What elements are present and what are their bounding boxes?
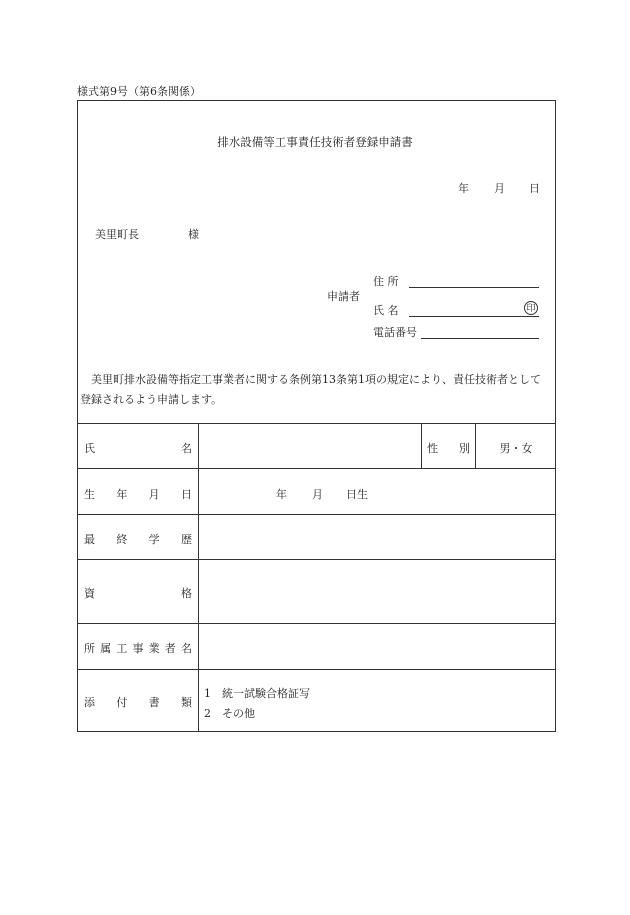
label-char: 最 <box>84 533 95 546</box>
seal-mark: 印 <box>524 301 538 315</box>
name-input-cell[interactable] <box>203 424 420 467</box>
row-label-name <box>84 440 192 456</box>
label-char: 格 <box>181 587 192 600</box>
label-char: 付 <box>116 696 128 709</box>
addressee-name: 美里町長 <box>95 228 139 241</box>
form-number: 様式第9号（第6条関係） <box>77 85 201 98</box>
qualification-input-cell[interactable] <box>203 560 553 622</box>
address-field[interactable] <box>409 287 539 288</box>
label-char: 終 <box>116 533 128 546</box>
table-line <box>77 669 556 670</box>
label-char: 添 <box>84 696 95 709</box>
label-char: 業 <box>148 642 160 655</box>
application-statement-text: 美里町排水設備等指定工事業者に関する条例第13条第1項の規定により、責任技術者として登録されるよう申請します。 <box>80 373 541 406</box>
label-char: 歴 <box>180 533 192 546</box>
label-char: 別 <box>459 442 470 455</box>
table-column-divider <box>198 423 199 732</box>
row-label-company <box>84 640 192 656</box>
applicant-heading: 申請者 <box>327 290 360 303</box>
label-char: 名 <box>181 442 192 455</box>
attachment-item: 2 その他 <box>204 707 255 720</box>
label-char: 所 <box>84 642 95 655</box>
birth-year: 年 <box>276 488 287 501</box>
label-char: 者 <box>164 642 176 655</box>
gender-value[interactable]: 男・女 <box>499 442 533 455</box>
company-input-cell[interactable] <box>203 624 553 667</box>
label-char: 資 <box>84 587 95 600</box>
attachment-item: 1 統一試験合格証写 <box>204 687 310 700</box>
label-char: 工 <box>116 642 128 655</box>
label-char: 日 <box>180 488 192 501</box>
label-char: 事 <box>132 642 144 655</box>
application-statement <box>80 370 550 410</box>
label-char: 生 <box>84 488 95 501</box>
row-label-qualification <box>84 585 192 601</box>
addressee-honorific: 様 <box>188 228 199 241</box>
education-input-cell[interactable] <box>203 515 553 558</box>
label-char: 学 <box>148 533 160 546</box>
table-line <box>77 468 556 469</box>
name-field[interactable] <box>409 316 539 317</box>
phone-label: 電話番号 <box>373 326 417 339</box>
address-label: 住 所 <box>373 275 399 288</box>
birth-day: 日生 <box>346 488 368 501</box>
label-char: 月 <box>148 488 160 501</box>
label-char: 性 <box>427 442 438 455</box>
row-label-education <box>84 531 192 547</box>
phone-field[interactable] <box>421 338 539 339</box>
label-char: 氏 <box>84 442 95 455</box>
row-label-gender <box>427 440 470 456</box>
label-char: 属 <box>100 642 112 655</box>
form-title: 排水設備等工事責任技術者登録申請書 <box>217 135 413 149</box>
label-char: 書 <box>148 696 160 709</box>
row-label-birthdate <box>84 486 192 502</box>
label-char: 年 <box>116 488 128 501</box>
row-label-attachments <box>84 694 192 710</box>
date-year: 年 <box>458 182 469 195</box>
date-day: 日 <box>529 182 540 195</box>
name-label: 氏 名 <box>373 304 399 317</box>
birth-month: 月 <box>312 488 323 501</box>
table-column-divider <box>421 423 422 468</box>
label-char: 名 <box>180 642 192 655</box>
date-month: 月 <box>494 182 505 195</box>
label-char: 類 <box>180 696 192 709</box>
